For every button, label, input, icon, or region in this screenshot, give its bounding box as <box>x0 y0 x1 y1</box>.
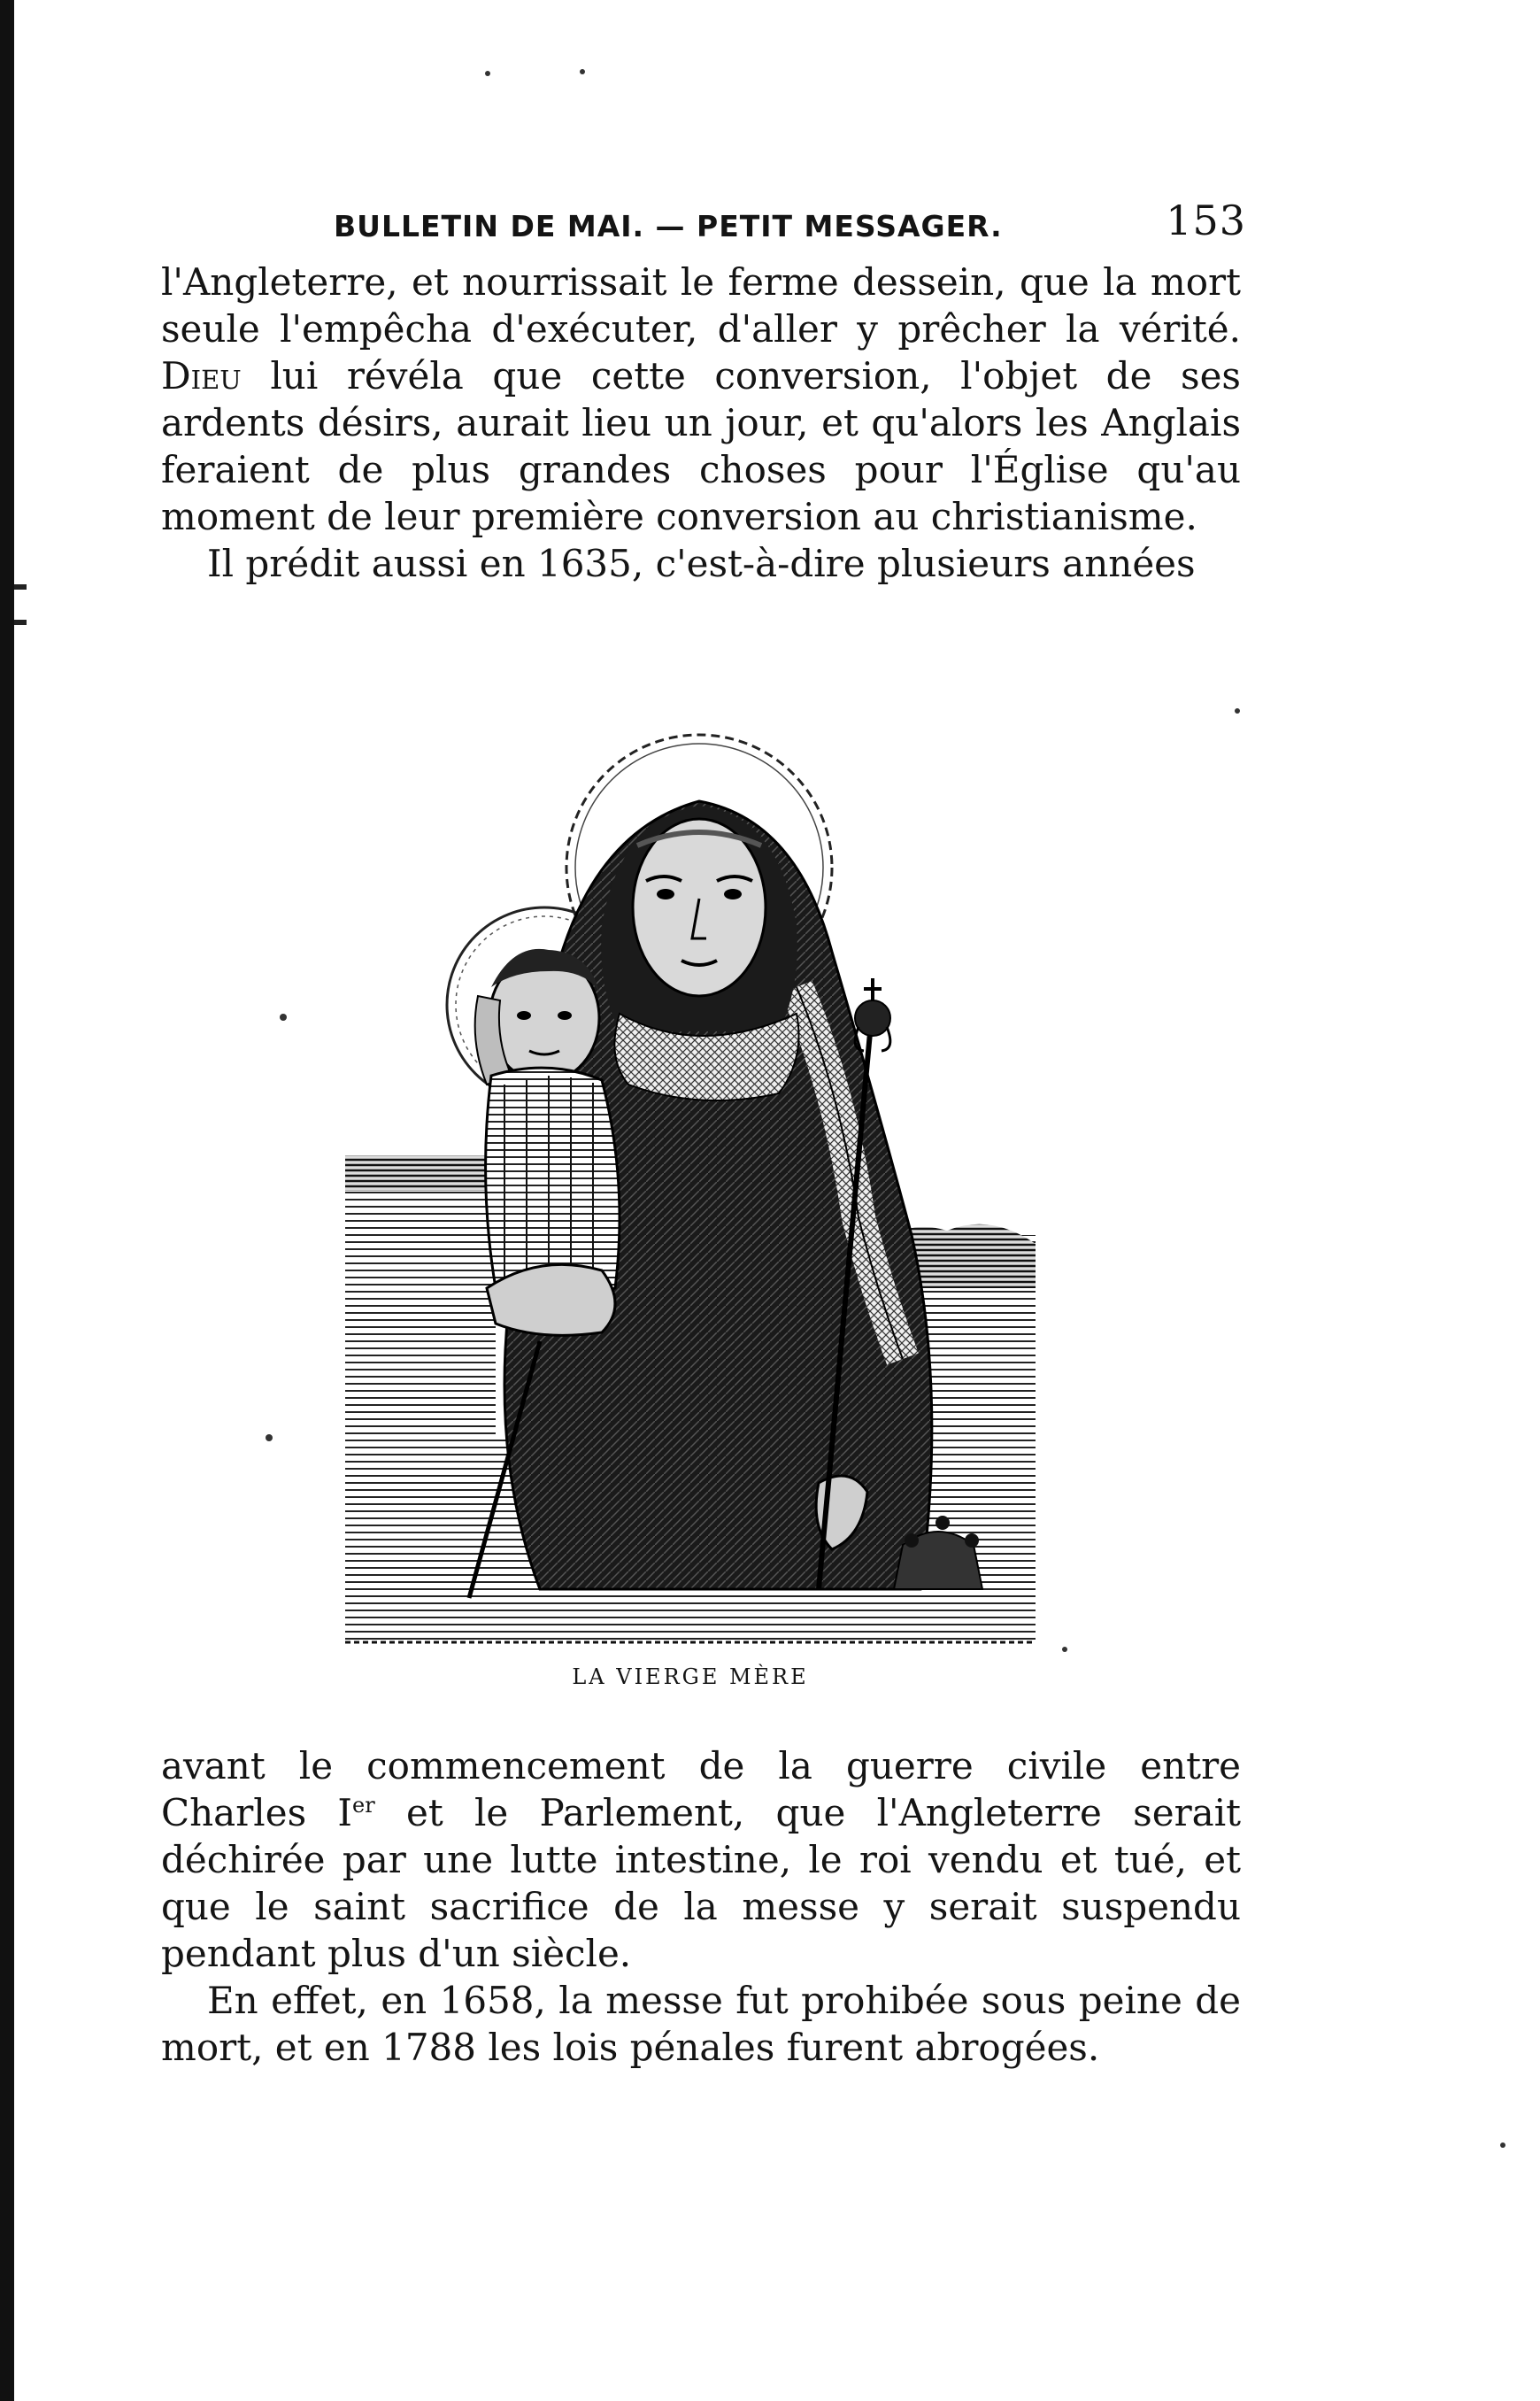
paragraph-1: l'Angleterre, et nourrissait le ferme dessein, que la mort seule l'empêcha d'exécuter, d'aller y prêcher la vérité. Dieu lui révéla que cette conversion, l'objet de ses ardents désirs, aurait lieu un jour, et qu'alors les Anglais feraient de plus grandes choses pour l'Église qu'au moment de leur première conversion au christianisme. <box>161 260 1241 538</box>
page-number: 153 <box>1166 197 1246 244</box>
running-head <box>161 197 1246 259</box>
page-text-top <box>161 197 1246 587</box>
binding-notch <box>14 584 27 590</box>
running-head-title: BULLETIN DE MAI. — PETIT MESSAGER. <box>334 209 1003 243</box>
ink-speck <box>1235 708 1240 714</box>
paragraph-2: Il prédit aussi en 1635, c'est-à-dire plusieurs années <box>207 542 1196 585</box>
virgin-and-child-engraving <box>336 722 1044 1651</box>
binding-edge <box>0 0 14 2401</box>
paragraph-3: avant le commencement de la guerre civile entre Charles Ier et le Parlement, que l'Angleterre serait déchirée par une lutte intestine, le roi vendu et tué, et que le saint sacrifice de la messe y serait suspendu pendant plus d'un siècle. <box>161 1744 1241 1975</box>
ink-speck <box>1062 1647 1067 1652</box>
page-text-bottom <box>161 1742 1241 2071</box>
smallcaps-word: Dieu <box>161 354 242 398</box>
superscript: er <box>352 1793 375 1818</box>
ink-speck <box>1500 2142 1505 2148</box>
ink-speck <box>266 1434 273 1441</box>
paragraph-4: En effet, en 1658, la messe fut prohibée sous peine de mort, et en 1788 les lois pénales furent abrogées. <box>161 1979 1241 2069</box>
ink-speck <box>580 69 585 74</box>
binding-notch <box>14 620 27 625</box>
figure-caption: LA VIERGE MÈRE <box>572 1664 809 1689</box>
ink-speck <box>485 71 490 76</box>
ink-speck <box>280 1014 287 1021</box>
